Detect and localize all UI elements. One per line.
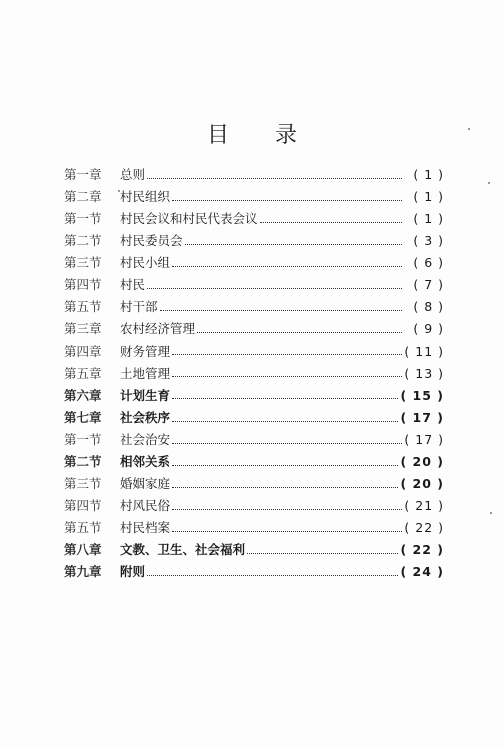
toc-entry-page: ( 15 ) <box>400 387 444 403</box>
dot-leader <box>172 376 402 377</box>
dot-leader <box>185 244 402 245</box>
toc-entry-title: 农村经济管理 <box>120 321 196 337</box>
dot-leader <box>160 310 402 311</box>
toc-entry[interactable] <box>64 274 444 296</box>
toc-entry-number: 第三节 <box>64 255 102 271</box>
toc-entry[interactable] <box>64 319 444 341</box>
toc-entry-title: 村民 <box>120 277 146 293</box>
dot-leader <box>147 178 402 179</box>
toc-entry-page: ( 3 ) <box>413 233 444 249</box>
toc-entry-number: 第二节 <box>64 233 102 249</box>
toc-entry-page: ( 20 ) <box>400 454 444 470</box>
toc-entry-number: 第四节 <box>64 277 102 293</box>
toc-entry-title: 计划生育 <box>120 387 171 403</box>
toc-entry-number: 第五节 <box>64 520 102 536</box>
toc-entry-page: ( 17 ) <box>404 431 444 447</box>
toc-entry-title: 村民小组 <box>120 255 171 271</box>
toc-entry[interactable] <box>64 341 444 363</box>
toc-entry-title: 村民组织 <box>120 188 171 204</box>
dot-leader <box>172 509 402 510</box>
toc-entry[interactable] <box>64 451 444 473</box>
toc-entry-page: ( 1 ) <box>413 210 444 226</box>
toc-entry-number: 第四节 <box>64 498 102 514</box>
toc-entry-title: 社会秩序 <box>120 409 171 425</box>
toc-entry-number: 第四章 <box>64 343 102 359</box>
toc-entry[interactable] <box>64 385 444 407</box>
toc-entry-number: 第五节 <box>64 299 102 315</box>
dot-leader <box>147 575 398 576</box>
toc-entry-title: 总则 <box>120 166 146 182</box>
toc-entry-page: ( 24 ) <box>400 564 444 580</box>
toc-entry-page: ( 1 ) <box>413 188 444 204</box>
dot-leader <box>172 354 402 355</box>
toc-entry[interactable] <box>64 363 444 385</box>
scan-speck <box>118 190 120 192</box>
dot-leader <box>172 465 398 466</box>
toc-entry[interactable] <box>64 297 444 319</box>
dot-leader <box>172 398 398 399</box>
toc-entry-page: ( 17 ) <box>400 409 444 425</box>
toc-entry-page: ( 6 ) <box>413 255 444 271</box>
toc-entry-number: 第九章 <box>64 564 102 580</box>
toc-entry-page: ( 22 ) <box>400 542 444 558</box>
toc-entry-number: 第五章 <box>64 365 102 381</box>
dot-leader <box>197 332 402 333</box>
dot-leader <box>172 487 398 488</box>
toc-entry[interactable] <box>64 186 444 208</box>
toc-entry-title: 村民会议和村民代表会议 <box>120 210 258 226</box>
toc-entry-title: 相邻关系 <box>120 454 171 470</box>
page-title <box>0 118 504 149</box>
toc-entry-title: 文教、卫生、社会福利 <box>120 542 246 558</box>
toc-entry-number: 第七章 <box>64 409 102 425</box>
table-of-contents <box>64 164 444 584</box>
toc-entry-page: ( 22 ) <box>404 520 444 536</box>
toc-entry-title: 财务管理 <box>120 343 171 359</box>
toc-entry[interactable] <box>64 407 444 429</box>
toc-entry-number: 第一节 <box>64 431 102 447</box>
dot-leader <box>247 553 398 554</box>
toc-entry-title: 土地管理 <box>120 365 171 381</box>
toc-entry-page: ( 13 ) <box>404 365 444 381</box>
scan-speck <box>468 128 470 130</box>
toc-entry-title: 社会治安 <box>120 431 171 447</box>
scan-speck <box>488 182 490 184</box>
toc-entry[interactable] <box>64 518 444 540</box>
toc-entry-page: ( 11 ) <box>404 343 444 359</box>
toc-entry[interactable] <box>64 429 444 451</box>
dot-leader <box>147 288 402 289</box>
toc-entry-page: ( 20 ) <box>400 476 444 492</box>
toc-entry-title: 村民档案 <box>120 520 171 536</box>
toc-entry-page: ( 9 ) <box>413 321 444 337</box>
dot-leader <box>172 443 402 444</box>
dot-leader <box>172 421 398 422</box>
toc-entry-number: 第八章 <box>64 542 102 558</box>
toc-entry-page: ( 1 ) <box>413 166 444 182</box>
toc-entry-number: 第二章 <box>64 188 102 204</box>
toc-entry-page: ( 21 ) <box>404 498 444 514</box>
dot-leader <box>172 266 402 267</box>
title-char-right: 录 <box>275 123 298 148</box>
toc-entry[interactable] <box>64 208 444 230</box>
dot-leader <box>260 222 402 223</box>
dot-leader <box>172 200 402 201</box>
toc-entry-number: 第三节 <box>64 476 102 492</box>
toc-entry-page: ( 8 ) <box>413 299 444 315</box>
toc-entry-title: 村干部 <box>120 299 158 315</box>
toc-entry-page: ( 7 ) <box>413 277 444 293</box>
toc-entry-number: 第二节 <box>64 454 102 470</box>
toc-entry[interactable] <box>64 164 444 186</box>
toc-entry-title: 婚姻家庭 <box>120 476 171 492</box>
toc-entry[interactable] <box>64 495 444 517</box>
toc-entry-title: 村风民俗 <box>120 498 171 514</box>
toc-entry[interactable] <box>64 252 444 274</box>
toc-entry-title: 附则 <box>120 564 146 580</box>
toc-entry-title: 村民委员会 <box>120 233 183 249</box>
toc-entry-number: 第六章 <box>64 387 102 403</box>
toc-entry[interactable] <box>64 562 444 584</box>
toc-entry[interactable] <box>64 473 444 495</box>
toc-entry[interactable] <box>64 540 444 562</box>
toc-entry-number: 第三章 <box>64 321 102 337</box>
scan-speck <box>490 512 492 514</box>
title-char-left: 目 <box>206 123 229 148</box>
dot-leader <box>172 531 402 532</box>
toc-entry-number: 第一节 <box>64 210 102 226</box>
toc-entry[interactable] <box>64 230 444 252</box>
toc-entry-number: 第一章 <box>64 166 102 182</box>
